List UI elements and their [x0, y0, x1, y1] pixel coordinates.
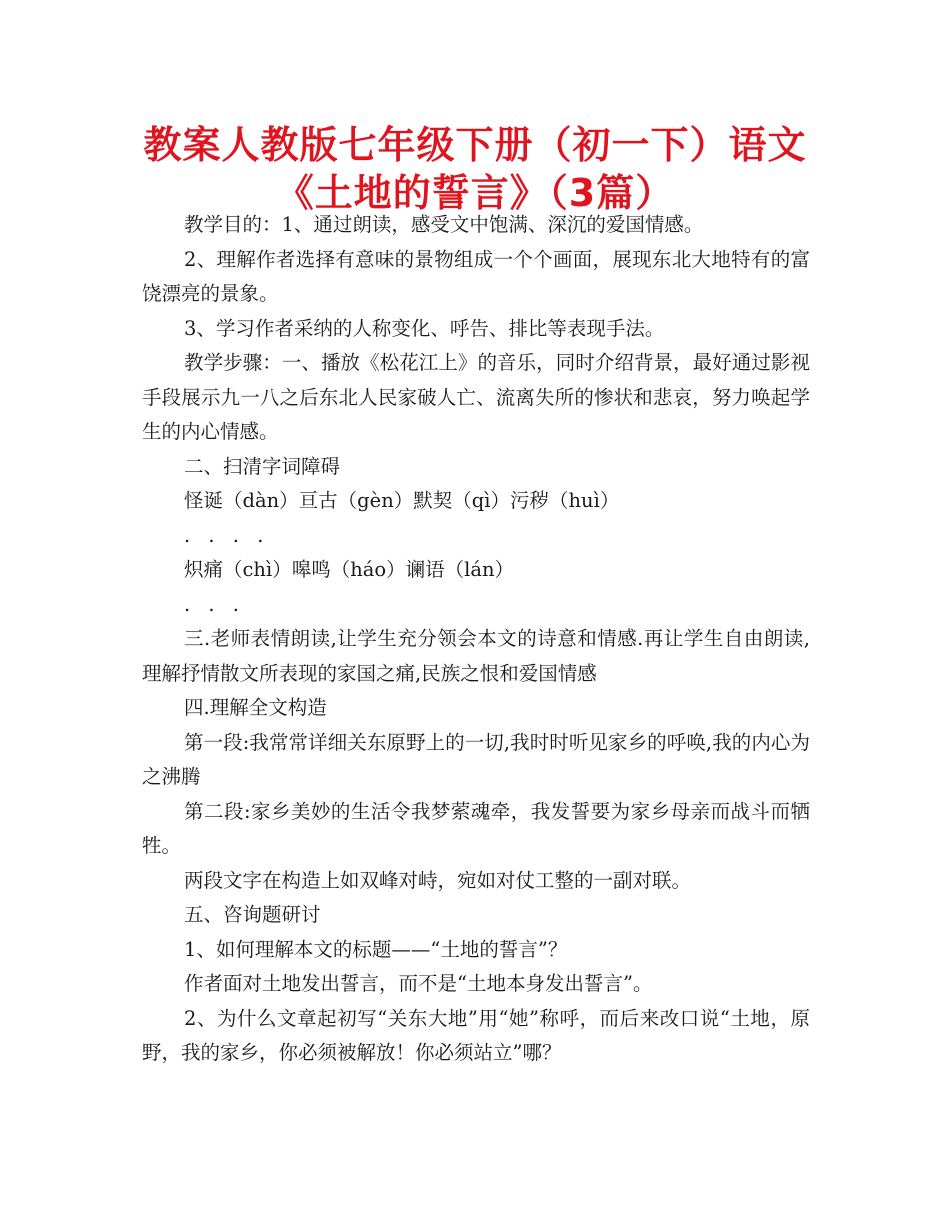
paragraph-steps-3: 三.老师表情朗读,让学生充分领会本文的诗意和情感.再让学生自由朗读,理解抒情散文所表现的家国之痛,民族之恨和爱国情感: [142, 627, 810, 685]
paragraph-vocab-line-1: 怪诞（dàn）亘古（gèn）默契（qì）污秽（huì）: [184, 489, 620, 512]
document-body: [142, 208, 810, 1071]
document-title-line-2: 《土地的誓言》（3篇）: [275, 171, 675, 215]
paragraph-steps-4-heading: 四.理解全文构造: [184, 696, 327, 719]
paragraph-objective-3: 3、学习作者采纳的人称变化、呼告、排比等表现手法。: [184, 316, 665, 340]
paragraph-emphasis-dots-1: . . . .: [184, 523, 270, 547]
paragraph-steps-2-heading: 二、扫清字词障碍: [184, 454, 341, 478]
paragraph-question-1: 1、如何理解本文的标题——“土地的誓言”？: [184, 937, 568, 961]
paragraph-steps-5-heading: 五、咨询题研讨: [184, 903, 321, 926]
document-title-line-1: 教案人教版七年级下册（初一下）语文: [143, 123, 807, 167]
paragraph-answer-1: 作者面对土地发出誓言，而不是“土地本身发出誓言”。: [184, 972, 653, 995]
paragraph-emphasis-dots-2: . . .: [184, 592, 245, 616]
paragraph-section-2: 第二段:家乡美妙的生活令我梦萦魂牵，我发誓要为家乡母亲而战斗而牺牲。: [142, 799, 810, 857]
paragraph-vocab-line-2: 炽痛（chì）嗥鸣（háo）谰语（lán）: [184, 558, 515, 581]
paragraph-structure-note: 两段文字在构造上如双峰对峙，宛如对仗工整的一副对联。: [184, 868, 692, 892]
paragraph-section-1: 第一段:我常常详细关东原野上的一切,我时时听见家乡的呼唤,我的内心为之沸腾: [142, 730, 810, 788]
paragraph-objective-1: 教学目的：1、通过朗读，感受文中饱满、深沉的爱国情感。: [184, 213, 704, 236]
paragraph-steps-1: 教学步骤：一、播放《松花江上》的音乐，同时介绍背景，最好通过影视手段展示九一八之后东北人民家破人亡、流离失所的惨状和悲哀，努力唤起学生的内心情感。: [142, 351, 810, 443]
paragraph-objective-2: 2、理解作者选择有意味的景物组成一个个画面，展现东北大地特有的富饶漂亮的景象。: [142, 247, 810, 305]
paragraph-question-2: 2、为什么文章起初写“关东大地”用“她”称呼，而后来改口说“土地，原野，我的家乡，你必须被解放！你必须站立”哪？: [142, 1006, 810, 1064]
